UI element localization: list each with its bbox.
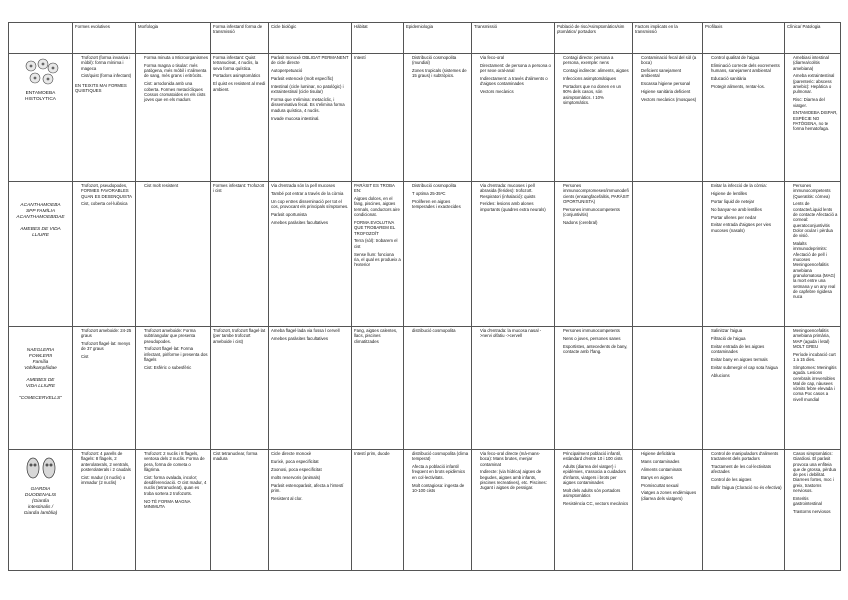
list-item: • Trofozoït: 2 nuclis i 8 flagels, ventosa dels 2 nuclis. Forma de pera, forma de cometa o llàgrima. [144, 451, 208, 472]
cell-text: Cicle directe monoxè [271, 451, 312, 456]
list-item: • Distribució cosmopolita [412, 183, 469, 188]
morfologia-list [138, 451, 208, 509]
cell-text: Amebes paràsites facultatives [271, 219, 329, 225]
formes-evolutives-cell [73, 327, 136, 450]
cell-text: Intestí prim, duode [354, 451, 390, 456]
list-item: • Molt contagiosa: ingesta de 10-100 cists [412, 483, 469, 494]
list-item: • Educació sanitària [711, 76, 782, 81]
poblacio-list [557, 55, 630, 105]
morfologia-cell [136, 327, 211, 450]
cell-text: Invade mucosa intestinal. [271, 115, 320, 121]
list-item: • Cist, coberta cel·lulòsica [81, 201, 133, 206]
organism-name-cell [9, 182, 73, 327]
list-item: • Trofozoït ameboide: Forma subtriangular que presenta pseudopodes. [144, 328, 208, 344]
formes-note: EN TEIXITS MAI FORMES QUISTIQUES [75, 83, 127, 94]
list-item: • Persones immunocompetents [563, 328, 630, 333]
cell-text: Cist tetranuclear, forma madura [213, 451, 258, 462]
list-item: • Trastorns nerviosos [793, 509, 838, 514]
profilaxis-list [705, 328, 782, 378]
list-item: • Control qualitat de l'aigua [711, 55, 782, 60]
formes-list [75, 328, 133, 360]
list-item: • Mans contaminades [641, 459, 700, 464]
list-item: • Evitar entrada de les aigües contaminades [711, 344, 782, 355]
header-cell: Factors implicats en la transmissió [633, 23, 703, 54]
epidemiologia-list [406, 451, 469, 493]
cicle-cell [269, 182, 352, 327]
poblacio-cell [555, 182, 633, 327]
list-item: • Nadons (cerebral) [563, 220, 630, 225]
list-item: • Control de les aigües [711, 477, 782, 482]
list-item: • Directament: de persona a persona o per sexe oral-anal [480, 63, 552, 74]
header-cell [9, 23, 73, 54]
list-item: • Persones immunocompetents (conjuntivitis) [563, 207, 630, 218]
transmissio-list [474, 55, 552, 95]
list-item: • distribució cosmopolita [412, 328, 469, 333]
list-item: • Portar ulleres per nedar [711, 215, 782, 220]
header-cell: Població de risc/Asimptomàtics/sim ptomàtics/ portadors [555, 23, 633, 54]
habitat-cell [352, 327, 404, 450]
clinica-list [787, 55, 838, 132]
cicle-cell [269, 450, 352, 571]
formes-evolutives-cell [73, 182, 136, 327]
factors-cell [633, 450, 703, 571]
morfologia-list [138, 328, 208, 370]
list-item: • T optima 25-35ºC [412, 191, 469, 196]
epidemiologia-cell [404, 450, 472, 571]
cell-text: Intestí [354, 55, 366, 60]
factors-list [635, 451, 700, 501]
morfologia-cell [136, 182, 211, 327]
list-item: • Trofozoït ameboide: 24-25 graus [81, 328, 133, 339]
poblacio-list [557, 183, 630, 225]
infestant-cell [211, 54, 269, 182]
list-item: • Ablucions [711, 373, 782, 378]
morfologia-cell [136, 450, 211, 571]
list-item: • Cist: forma ovalada, incolor; desdiferenciació. O cist madur, 4 nuclis (tetranucleat), quan es troba sortera 2 trofozoïts. [144, 475, 208, 496]
cell-text: Eurixè, poca especificitat [271, 458, 319, 464]
list-item: • NO TÉ FORMA MAGNA MINIMUTA [144, 499, 208, 510]
list-item: • Viatges a zones endèmiques (diarrea dels viatgers) [641, 490, 700, 501]
list-item: • Evitar submergir el cap sota l'aigua [711, 365, 782, 370]
cell-text: Autoperpetuació [271, 68, 303, 74]
habitat-cell [352, 54, 404, 182]
cicle-cell [269, 54, 352, 182]
list-item: • Cist: madur (4 nuclis) o immadur (2 nuclis) [81, 475, 133, 486]
epidemiologia-cell [404, 182, 472, 327]
cell-text: També pot entrar a través de la còrnia [271, 190, 344, 196]
cell-text: Via d'entrada són la pell mucoses [271, 183, 336, 188]
list-item: • Període incubació curt 1 a 15 dies. [793, 352, 838, 363]
list-item: • Meningoencefalitis amebiana primària, MAP (aguda i letal) MOLT GREU [793, 328, 838, 349]
factors-cell [633, 182, 703, 327]
list-item: • Salinitzar l'aigua [711, 328, 782, 333]
cell-text: Intestinal (cicle luminar, no patològic) i extraintestinal (cicle tisular) [271, 83, 344, 95]
poblacio-list [557, 451, 630, 506]
list-item: • Cist: Esfèric o subesfèric [144, 365, 208, 370]
organism-name-cell [9, 54, 73, 182]
cell-text: molts reservoris (animals) [271, 474, 321, 480]
table-row [9, 182, 841, 327]
clinica-cell [785, 450, 841, 571]
list-item: • Infeccions asimptomàtiques [563, 76, 630, 81]
header-cell: Morfologia [136, 23, 211, 54]
list-item: • Bullir l'aigua (Cloració no és efectiva) [711, 485, 782, 490]
header-cell: Cicle biològic [269, 23, 352, 54]
formes-list [75, 451, 133, 485]
poblacio-list [557, 328, 630, 354]
list-item: • Tractament de les col·lectivitats afectades [711, 464, 782, 475]
list-item: • Trofozoït flagel·lat: menys de 37 graus [81, 341, 133, 352]
table-row [9, 327, 841, 450]
list-item: • Filtració de l'aigua [711, 336, 782, 341]
formes-list [75, 183, 133, 207]
list-item: • Molt dels adults són portadors asimptomàtics [563, 488, 630, 499]
header-cell: Transmissió [472, 23, 555, 54]
transmissio-cell [472, 450, 555, 571]
cell-text: Paràsit estenoparàsit, afecta a l'intestí prim. [271, 482, 344, 493]
list-item: • Distribució cosmopolita (mundial) [412, 55, 469, 66]
list-item: • Control de manipuladors d'aliments tractament dels portadors [711, 451, 782, 462]
list-item: • Trofozoït (forma invasiva i mòbil): forma mínima i mageca [81, 55, 133, 71]
list-item: • Portar liquid de netejar [711, 199, 782, 204]
list-item: • Via feco-oral [480, 55, 552, 60]
infestant-cell [211, 327, 269, 450]
header-cell: Clínica/ Patologia [785, 23, 841, 54]
organism-name-cell [9, 327, 73, 450]
list-item: • Banys en aigües [641, 475, 700, 480]
list-item: • Zones tropicals (sistemes de 15 graus) i subtròpics. [412, 68, 469, 79]
list-item: • Indirectament: a través d'aliments o d'aigües contaminades [480, 76, 552, 87]
list-item: • Escassa higiene personal [641, 81, 700, 86]
organism-name: NAEGLERIA FOWLERII Família Vahlkampfiidae AMEBES DE VIDA LLIURE "COMECERVELLS" [19, 348, 62, 401]
list-item: • Esportistes, antecedents de bany, contacte amb l'fang. [563, 344, 630, 355]
list-item: • distribució cosmopolita (clima temperat) [412, 451, 469, 462]
transmissio-cell [472, 182, 555, 327]
cell-text: Aigües dolces, en el fang, piscines, aigües termals, conductors aire condicionat. [354, 196, 400, 218]
profilaxis-list [705, 451, 782, 491]
morfologia-list [138, 183, 208, 188]
cell-text: Un cop entres disseminació per tot el cos, provocant els principals símptomes. [271, 198, 349, 210]
list-item: • Ferides: lesions amb alones importants (quadres extra neurals) [480, 201, 552, 212]
formes-evolutives-cell [73, 54, 136, 182]
clinica-cell [785, 327, 841, 450]
list-item: • Risc: Diarrea del viatger. [793, 97, 838, 108]
factors-list [635, 55, 700, 102]
profilaxis-cell [703, 182, 785, 327]
list-item: • Símptomes: Meningitis aguda. Lesions cerebrals irreversibles Mal de cap, nàusees vòmits febre elevada i coma Poc casos a nivell mundial [793, 365, 838, 402]
amoeba-cyst-illustration [21, 58, 61, 88]
profilaxis-cell [703, 327, 785, 450]
organism-name: ENTAMOEBA HISTOLYTICA [24, 91, 56, 102]
list-item: • Eliminació correcte dels excrements humans, sanejament ambiental [711, 63, 782, 74]
morfologia-list [138, 55, 208, 103]
cell-text: PARÀSIT ES TROBA EN: [354, 183, 395, 194]
list-item: • Forma magna o tisular: més patògena, més mòbil i s'alimenta de sang, més grans i eritròcits. [144, 63, 208, 79]
list-item: • Casos simptomàtics: Giardiosi. El paràsit provoca una enfiteia que de grossa, pèrdua de pes i debilitat. Diarrees fortes, moc i greix, trastorns nerviosos. [793, 451, 838, 493]
list-item: • Principalment població infantil, estàndard d'entre 10 i 100 cists [563, 451, 630, 462]
factors-cell [633, 327, 703, 450]
list-item: • Resistència CC, vectors mecànics [563, 501, 630, 506]
list-item: • Cist/quist (forma infectant) [81, 73, 133, 78]
epidemiologia-cell [404, 54, 472, 182]
list-item: • Afecta a població infantil freqüent en brots epidèmics en col·lectivitats. [412, 464, 469, 480]
list-item: • Higiene sanitària deficient [641, 89, 700, 94]
list-item: • Ameba extraintestinal (parenteric: abscess amebic): Hepàtica o pulmonar. [793, 73, 838, 94]
cell-text: Portadors asimptomàtics [213, 73, 261, 79]
list-item: • Protegir aliments, rentar-los. [711, 84, 782, 89]
list-item: • Trofozoït: 4 parells de flagels: 8 flagels, 2 anterolaterals, 2 ventrals, posterolaterals i 2 caudals [81, 451, 133, 472]
list-item: • Contaminació fecal del sòl (a boca) [641, 55, 700, 66]
header-cell: Formes evolutives [73, 23, 136, 54]
list-item: • Forma minuta o Microorganismes [144, 55, 208, 60]
list-item: • Vectors mecànics [480, 89, 552, 94]
clinica-list [787, 183, 838, 299]
poblacio-cell [555, 327, 633, 450]
list-item: • ENTAMOEBA DISPAR, ESPÈCIE NO PATÒGENA, no te forma hematofaga. [793, 110, 838, 131]
cell-text: Forma que s'elimina: metacíclic, i disseminativa fecal. Es s'elimina forma madura quística, 4 nuclis. [271, 97, 345, 113]
clinica-list [787, 328, 838, 402]
cell-text: El quist es resistent al medi ambient. [213, 81, 266, 92]
cell-text: Sense llum: fonciona ria, el qual es produeix a l'exterior [354, 251, 401, 268]
table-row [9, 450, 841, 571]
list-item: • Via feco-oral directe (mà-mans-boca): Mans brutes, menjar contaminat [480, 451, 552, 467]
list-item: • Deficient sanejament ambiental [641, 68, 700, 79]
transmissio-list [474, 183, 552, 212]
organism-name: GIARDIA DUODENALIS (Giardia intestinalis / Giardia lamblia) [23, 487, 58, 516]
header-cell: Profilaxis [703, 23, 785, 54]
header-cell: Forma infestant/ forma de transmissió [211, 23, 269, 54]
list-item: • Cist molt resistent [144, 183, 208, 188]
list-item: • Vectors mecànics (mosques) [641, 97, 700, 102]
poblacio-cell [555, 450, 633, 571]
cell-text: Formes infestant: Trofozoït i cist [213, 183, 265, 194]
transmissio-list [474, 328, 552, 339]
list-item: • Evitar bany en aigües termals [711, 357, 782, 362]
list-item: • Amebiasi intestinal (diarrea/colitis amebiana) [793, 55, 838, 71]
list-item: • Portadors que no donen en un 90% dels casos, són asimptomàtics. I 10% simptomàtics. [563, 84, 630, 105]
list-item: • Enteritis gastrointestinal [793, 496, 838, 507]
list-item: • Indirecte: (via hídrica) aigües de begudes, aigües amb infants, piscines recreatives), etc. Piscines: Jugant i aigües de pessigar. [480, 469, 552, 490]
list-item: • Persones immunocompromeses/immunodeficients (ensangfacefalitis, PARÀSIT OPORTUNISTA) [563, 183, 630, 204]
list-item: • Adults (diarrea del viatger) i epidèmies, s'associa a cuidadors d'infants, viatgers i brots per aigües contaminades [563, 464, 630, 485]
factors-cell [633, 54, 703, 182]
cicle-cell [269, 327, 352, 450]
header-row [9, 23, 841, 54]
list-item: • Via d'entrada: la mucosa nasal ->nervi olfatiu ->cervell [480, 328, 552, 339]
list-item: • Nens o joves, persones sanes [563, 336, 630, 341]
header-cell: Hàbitat [352, 23, 404, 54]
profilaxis-list [705, 183, 782, 233]
list-item: • Higiene de lentilles [711, 191, 782, 196]
list-item: • Cist [81, 354, 133, 359]
list-item: • Higiene deficitària [641, 451, 700, 456]
organism-name-cell [9, 450, 73, 571]
profilaxis-cell [703, 54, 785, 182]
list-item: • Lents de contacte/Liquid lents de contacte Afectació a corneal: queratoconjuntivitis Dolor ocular i pèrdua de visió. [793, 201, 838, 238]
list-item: • Proliferen en aigües temperades i exactecides [412, 199, 469, 210]
cell-text: Trofozoït, trofozoït flagel·lat (per tambe trofozoït ameboide i cist) [213, 328, 266, 344]
transmissio-cell [472, 54, 555, 182]
list-item: • Via d'entrada: mucoses i pell abrasida (ferides): trofozoït. Respiratori (inhalació): quists [480, 183, 552, 199]
cell-text: Forma infestant: Quist tetranucleat, 4 nuclis, la seva forma quística. [213, 55, 259, 71]
profilaxis-list [705, 55, 782, 89]
list-item: • Persones immunocompetents (Queratitis: còrnea) [793, 183, 838, 199]
cell-text: Paràsit monoxè OBLIGAT PERMANENT de cicle directe [271, 55, 349, 66]
list-item: • No banyar-se amb lentilles [711, 207, 782, 212]
list-item: • Contagi indirecte: aliments, aigües [563, 68, 630, 73]
habitat-cell [352, 182, 404, 327]
profilaxis-cell [703, 450, 785, 571]
formes-evolutives-cell [73, 450, 136, 571]
list-item: • Trofozoït, pseudopodes, FORMES FAVORABLES QUAN ES DESENQUISTA [81, 183, 133, 199]
list-item: • Malalts immunodeprimits: Afectació de pell i mucoses Meningoencefalitis amebiana granulomatosa (MAG) la mort entre una setmana y un any real de capfebre rigidesa nuca [793, 241, 838, 299]
cell-text: Terra (sòl): trobarem el cist [354, 238, 398, 249]
infestant-cell [211, 450, 269, 571]
cell-text: Ameba flagel·lada via fossa l cervell [271, 328, 340, 333]
transmissio-list [474, 451, 552, 491]
cell-text: Fang, aigües calentes, llacs, piscines climatitzades [354, 328, 398, 344]
table-row [9, 54, 841, 182]
habitat-cell [352, 450, 404, 571]
cell-text: FORMA EVOLUTIVA QUE TROBAREM EL TROFOZOÏT [354, 219, 396, 236]
epidemiologia-list [406, 183, 469, 209]
poblacio-cell [555, 54, 633, 182]
cell-text: Paràsit oportunista [271, 211, 307, 217]
cell-text: Zoonosi, poca especificitat [271, 466, 322, 472]
list-item: • Aliments contaminats [641, 467, 700, 472]
giardia-illustration [21, 454, 61, 484]
header-cell: Epidemiologia [404, 23, 472, 54]
list-item: • Trofozoït flagel·lat: Forma infectant, piriforme i presenta dos flagels [144, 346, 208, 362]
list-item: • Cist: arrodonida amb una coberta. Formes metacícliques Cossos cromatoides en els cists joves que en els madurs [144, 81, 208, 102]
epidemiologia-list [406, 328, 469, 333]
cell-text: Paràsit estenoxè (molt específic) [271, 76, 334, 82]
cell-text: Resistent al clor. [271, 495, 303, 501]
epidemiologia-list [406, 55, 469, 79]
clinica-cell [785, 182, 841, 327]
parasite-comparison-table [8, 22, 841, 571]
list-item: • Contagi directe: persona a persona, exemple: nens [563, 55, 630, 66]
list-item: • Evitar entrada d'aigües per vies mucoses (nasals) [711, 222, 782, 233]
cell-text: Amebes paràsites facultatives [271, 335, 329, 341]
list-item: • Evitar la infecció de la còrnia: [711, 183, 782, 188]
clinica-list [787, 451, 838, 514]
morfologia-cell [136, 54, 211, 182]
formes-list [75, 55, 133, 79]
infestant-cell [211, 182, 269, 327]
organism-name: ACANTHAMOEBA SPP FAMÍLIA ACANTHAMOEBIDAE AMEBES DE VIDA LLIURE [16, 203, 65, 238]
list-item: • Promiscuïtat sexual [641, 483, 700, 488]
transmissio-cell [472, 327, 555, 450]
epidemiologia-cell [404, 327, 472, 450]
clinica-cell [785, 54, 841, 182]
